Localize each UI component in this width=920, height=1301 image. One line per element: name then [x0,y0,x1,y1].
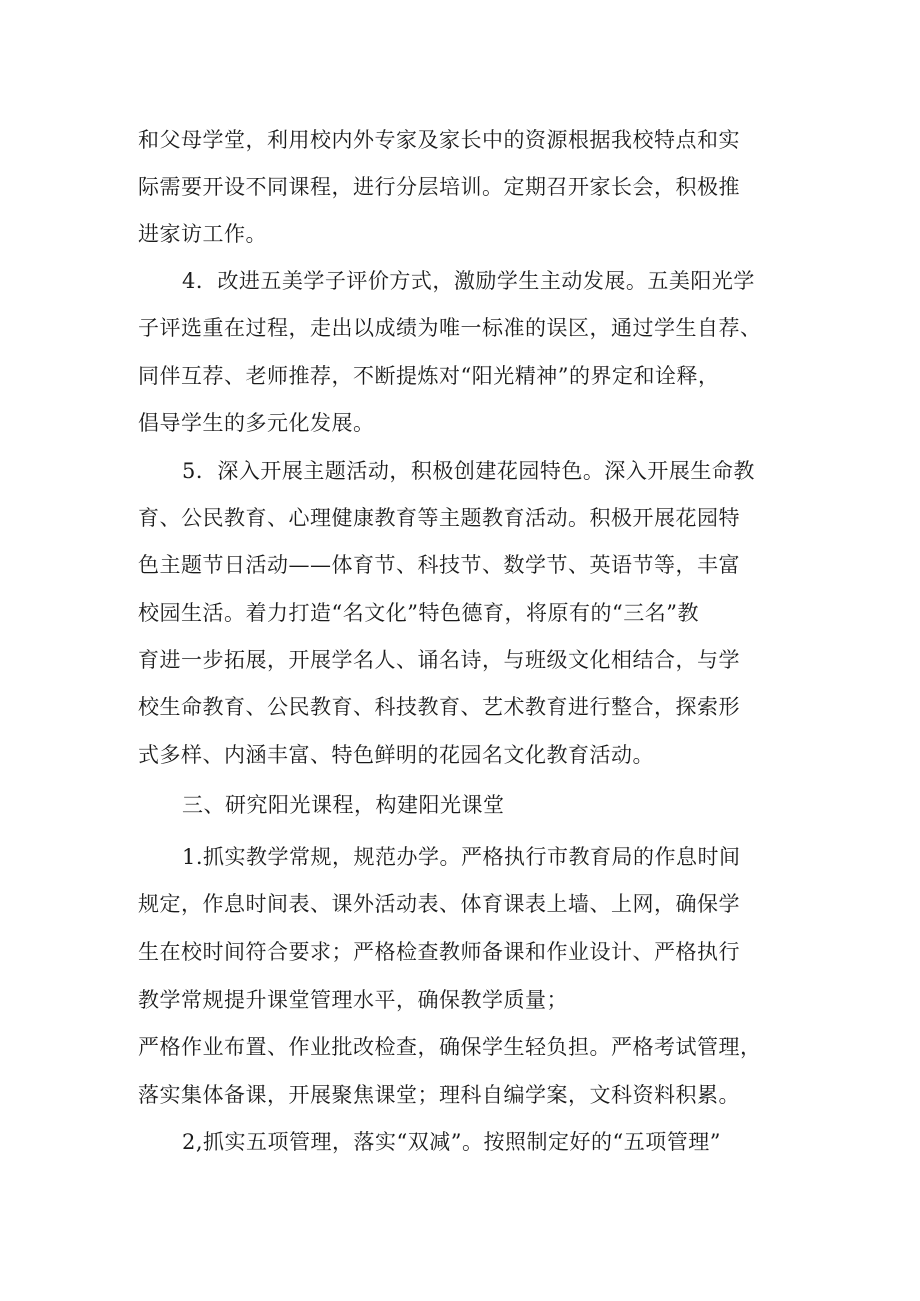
text-line: 育、公民教育、心理健康教育等主题教育活动。积极开展花园特 [138,506,740,530]
paragraph-5-first-line: 5．深入开展主题活动，积极创建花园特色。深入开展生命教 [182,459,755,483]
text-line: 教学常规提升课堂管理水平，确保教学质量； [138,988,568,1012]
paragraph-1-first-line: 1.抓实教学常规，规范办学。严格执行市教育局的作息时间 [182,845,741,869]
paragraph-4-first-line: 4．改进五美学子评价方式，激励学生主动发展。五美阳光学 [182,269,755,293]
text-line: 式多样、内涵丰富、特色鲜明的花园名文化教育活动。 [138,743,654,767]
text-line: 严格作业布置、作业批改检查，确保学生轻负担。严格考试管理， [138,1035,762,1059]
text-line: 落实集体备课，开展聚焦课堂；理科自编学案，文科资料积累。 [138,1083,740,1107]
paragraph-2-first-line: 2,抓实五项管理，落实“双减”。按照制定好的“五项管理” [182,1130,721,1154]
text-line: 际需要开设不同课程，进行分层培训。定期召开家长会，积极推 [138,175,740,199]
text-line: 子评选重在过程，走出以成绩为唯一标准的误区，通过学生自荐、 [138,316,762,340]
text-line: 同伴互荐、老师推荐，不断提炼对“阳光精神”的界定和诠释， [138,364,720,388]
text-line: 育进一步拓展，开展学名人、诵名诗，与班级文化相结合，与学 [138,648,740,672]
text-line: 校园生活。着力打造“名文化”特色德育，将原有的“三名”教 [138,601,699,625]
text-line: 生在校时间符合要求；严格检查教师备课和作业设计、严格执行 [138,940,740,964]
text-line: 规定，作息时间表、课外活动表、体育课表上墙、上网，确保学 [138,892,740,916]
text-line: 和父母学堂，利用校内外专家及家长中的资源根据我校特点和实 [138,128,740,152]
text-line: 进家访工作。 [138,222,267,246]
text-line: 倡导学生的多元化发展。 [138,411,375,435]
text-line: 校生命教育、公民教育、科技教育、艺术教育进行整合，探索形 [138,695,740,719]
text-line: 色主题节日活动——体育节、科技节、数学节、英语节等，丰富 [138,553,740,577]
section-heading: 三、研究阳光课程，构建阳光课堂 [182,793,505,817]
